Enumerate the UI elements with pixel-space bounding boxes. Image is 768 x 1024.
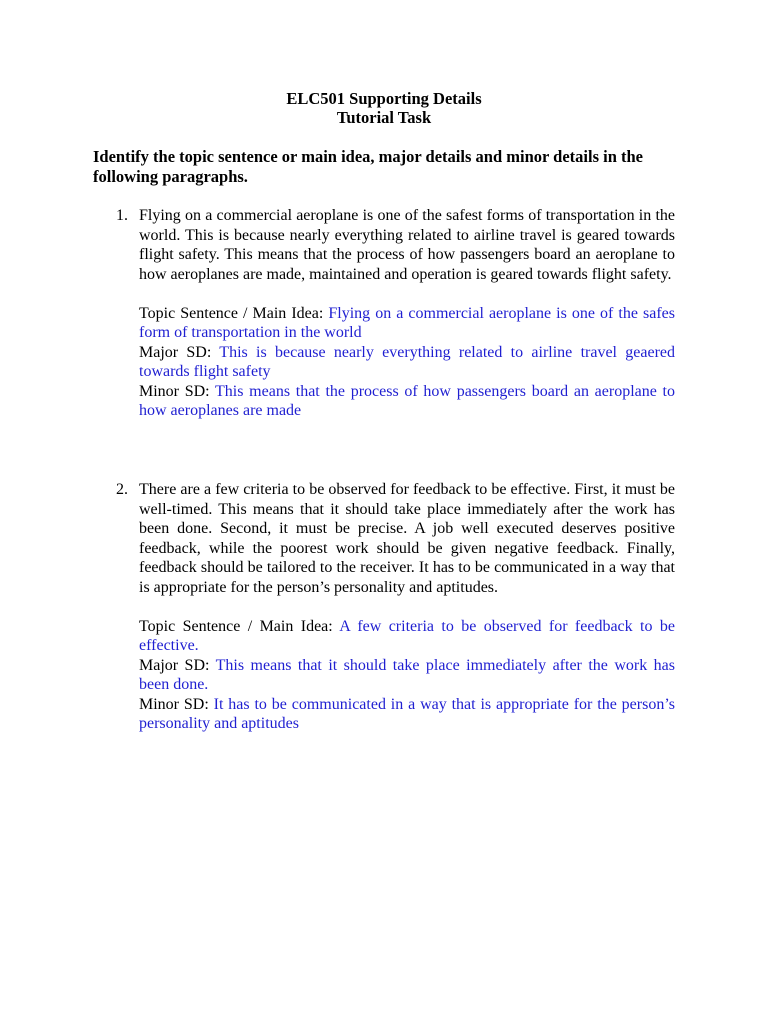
list-item [93,206,675,421]
major-sd-label: Major SD: [139,656,210,674]
topic-sentence-label: Topic Sentence / Main Idea: [139,304,324,322]
topic-sentence-answer [139,617,675,656]
document-subtitle: Tutorial Task [336,108,432,127]
minor-sd-value: It has to be communicated in a way that is appropriate for the person’s personality and aptitudes [139,695,675,732]
major-sd-label: Major SD: [139,343,212,361]
document-title: ELC501 Supporting Details [286,89,482,108]
item-body [139,480,675,734]
document-header [0,89,768,127]
major-sd-value: This means that it should take place immediately after the work has been done. [139,656,676,693]
minor-sd-label: Minor SD: [139,695,209,713]
major-sd-value: This is because nearly everything related to airline travel geaered towards flight safety [139,343,676,380]
minor-sd-label: Minor SD: [139,382,210,400]
minor-sd-value: This means that the process of how passengers board an aeroplane to how aeroplanes are made [139,382,675,419]
task-instruction: Identify the topic sentence or main idea, major details and minor details in the following paragraphs. [93,147,643,186]
major-sd-answer [139,343,675,382]
answer-block [139,617,675,734]
item-body [139,206,675,421]
list-item [93,480,675,734]
item-number: 2. [116,481,128,498]
answer-block [139,304,675,421]
topic-sentence-label: Topic Sentence / Main Idea: [139,617,333,635]
minor-sd-answer [139,382,675,421]
topic-sentence-answer [139,304,675,343]
major-sd-answer [139,656,675,695]
minor-sd-answer [139,695,675,734]
item-paragraph: There are a few criteria to be observed for feedback to be effective. First, it must be well-timed. This means that it should take place immediately after the work has been done. Second, it must be precise. A job well executed deserves positive feedback, while the poorest work should be given negative feedback. Finally, feedback should be tailored to the receiver. It has to be communicated in a way that is appropriate for the person’s personality and aptitudes. [139,481,675,596]
topic-sentence-value: A few criteria to be observed for feedback to be effective. [139,617,675,654]
item-number: 1. [116,207,128,224]
item-paragraph: Flying on a commercial aeroplane is one of the safest forms of transportation in the world. This is because nearly everything related to airline travel is geared towards flight safety. This means that the process of how passengers board an aeroplane to how aeroplanes are made, maintained and operation is geared towards flight safety. [139,207,675,283]
topic-sentence-value: Flying on a commercial aeroplane is one of the safes form of transportation in the world [139,304,675,341]
